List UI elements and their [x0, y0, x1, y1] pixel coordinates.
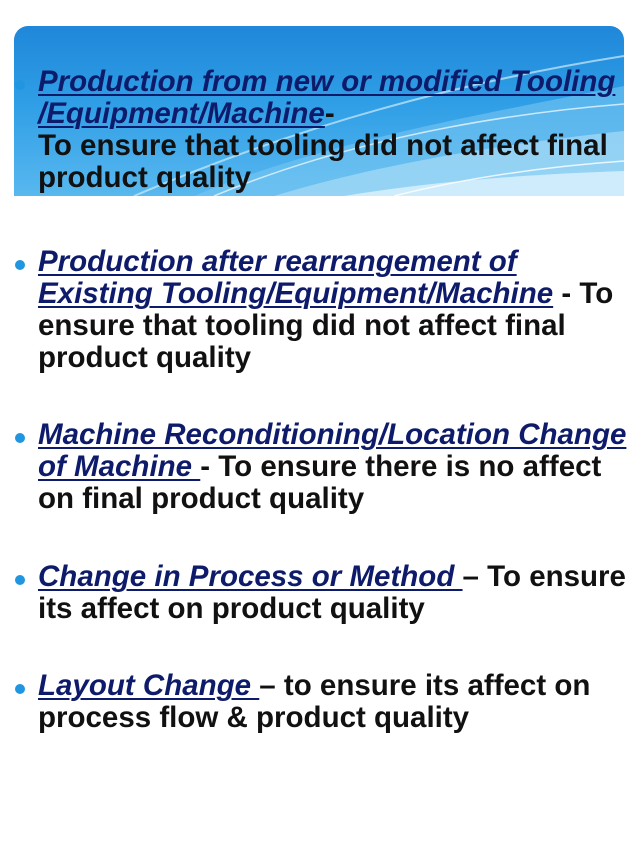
item-separator: - — [324, 97, 335, 130]
bullet-icon — [15, 80, 25, 90]
list-item-text — [38, 246, 628, 374]
item-description: To ensure that tooling did not affect final product quality — [38, 129, 608, 194]
list-item-text — [38, 670, 628, 734]
item-heading: Production from new or modified Tooling /Equipment/Machine — [38, 65, 616, 130]
list-item-text — [38, 561, 628, 625]
item-heading: Change in Process or Method — [38, 560, 463, 593]
bullet-icon — [15, 260, 25, 270]
list-item-text — [38, 419, 628, 515]
item-description: – To ensure its affect on product quality — [38, 560, 626, 625]
item-description: - To ensure there is no affect on final product quality — [38, 450, 602, 515]
item-description: – to ensure its affect on process flow & product quality — [38, 669, 591, 734]
item-description: - To ensure that tooling did not affect final product quality — [38, 277, 614, 374]
bullet-icon — [15, 575, 25, 585]
item-heading: Machine Reconditioning/Location Change of Machine — [38, 418, 627, 483]
list-item-text — [38, 66, 628, 194]
item-heading: Layout Change — [38, 669, 260, 702]
bullet-icon — [15, 433, 25, 443]
item-heading: Production after rearrangement of Existing Tooling/Equipment/Machine — [38, 245, 554, 310]
bullet-icon — [15, 684, 25, 694]
